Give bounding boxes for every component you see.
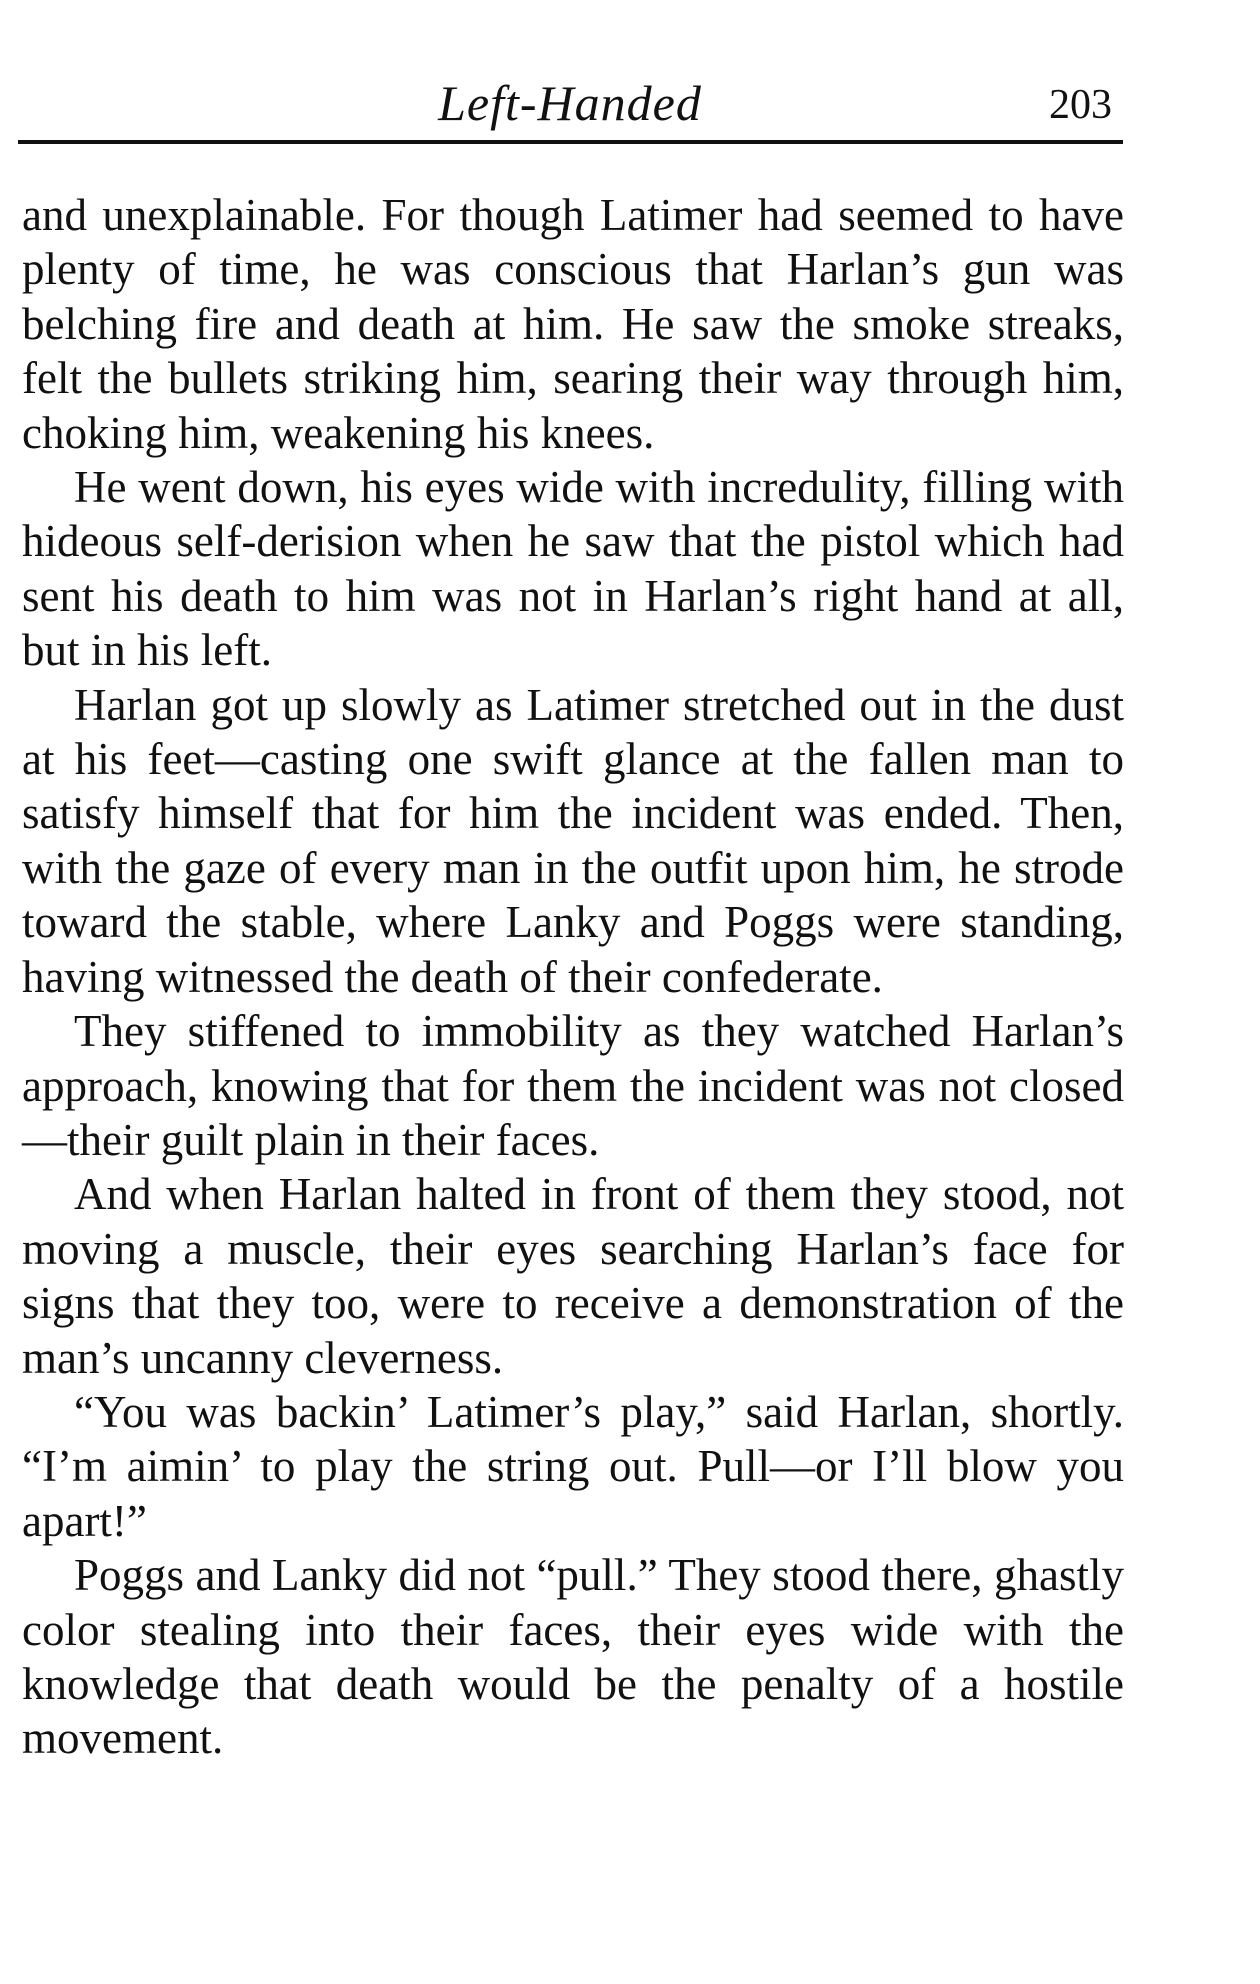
paragraph: They stiffened to immobility as they watched Harlan’s approach, knowing that for them the incident was not closed—their guilt plain in their faces. — [22, 1006, 1124, 1165]
paragraph: “You was backin’ Latimer’s play,” said Harlan, shortly. “I’m aimin’ to play the string out. Pull—or I’ll blow you apart!” — [22, 1386, 1124, 1546]
paragraph: Poggs and Lanky did not “pull.” They stood there, ghastly color stealing into their faces, their eyes wide with the knowledge that death would be the penalty of a hostile movement. — [22, 1550, 1124, 1764]
paragraph: Harlan got up slowly as Latimer stretched out in the dust at his feet—casting one swift glance at the fallen man to satisfy himself that for him the incident was ended. Then, with the gaze of every man in the outfit upon him, he strode toward the stable, where Lanky and Poggs were standing, having witnessed the death of their confederate. — [22, 679, 1124, 1002]
paragraph: He went down, his eyes wide with incredulity, filling with hideous self-derision when he saw that the pistol which had sent his death to him was not in Harlan’s right hand at all, but in his left. — [22, 462, 1124, 676]
paragraph: and unexplainable. For though Latimer had seemed to have plenty of time, he was conscious that Harlan’s gun was belching fire and death at him. He saw the smoke streaks, felt the bullets striking him, searing their way through him, choking him, weakening his knees. — [22, 190, 1124, 458]
paragraph: And when Harlan halted in front of them they stood, not moving a muscle, their eyes searching Harlan’s face for signs that they too, were to receive a demonstration of the man’s uncanny cleverness. — [22, 1169, 1124, 1383]
body-text — [22, 188, 1124, 1766]
page-number: 203 — [1049, 82, 1112, 128]
running-header — [20, 70, 1120, 136]
running-title: Left-Handed — [438, 75, 702, 131]
header-rule — [18, 140, 1123, 144]
